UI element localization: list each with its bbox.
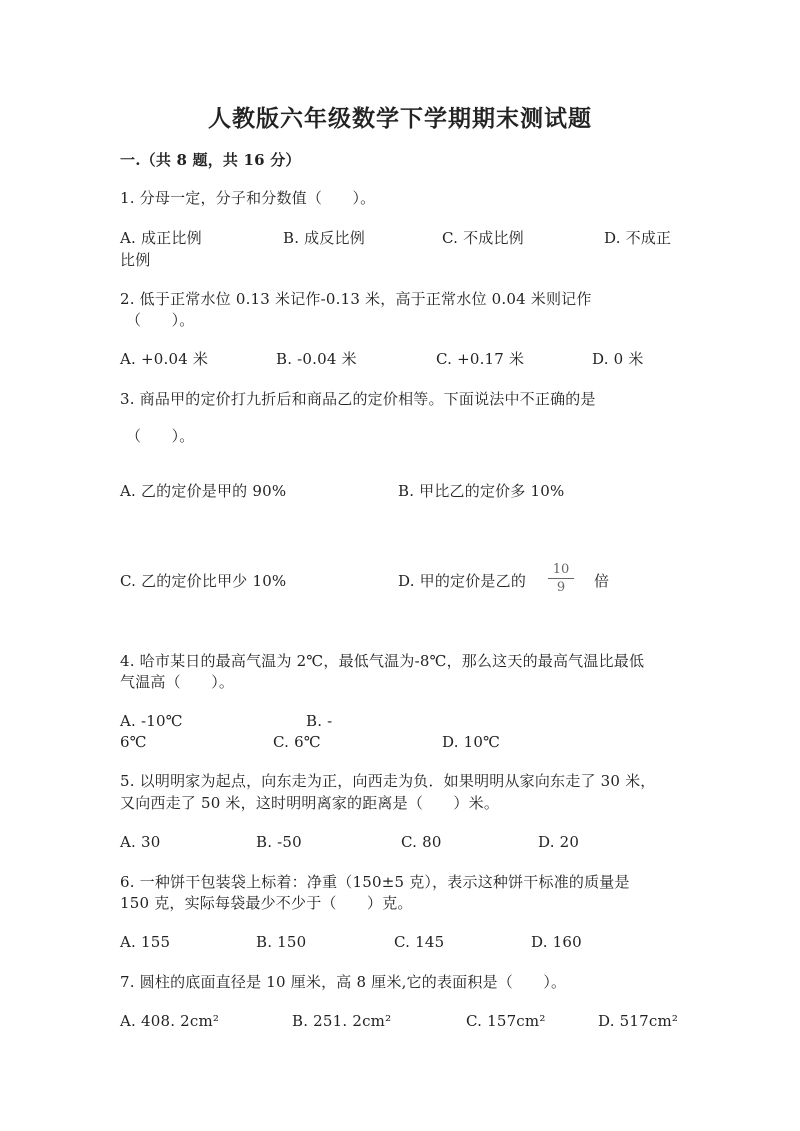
q6-option-d: D. 160 (531, 933, 582, 951)
q2-option-b: B. -0.04 米 (276, 350, 357, 368)
page-title: 人教版六年级数学下学期期末测试题 (208, 105, 592, 132)
q4-option-b: B. - (306, 712, 333, 730)
q3-fraction-numerator: 10 (548, 562, 574, 579)
q1-option-b: B. 成反比例 (283, 229, 365, 247)
q4-option-c: C. 6℃ (273, 733, 321, 751)
q4-option-d: D. 10℃ (442, 733, 501, 751)
q3-option-c: C. 乙的定价比甲少 10% (120, 572, 287, 590)
q3-option-a: A. 乙的定价是甲的 90% (120, 482, 287, 500)
q7-option-d: D. 517cm² (598, 1012, 679, 1030)
q2-option-d: D. 0 米 (592, 350, 644, 368)
q4-stem-line2: 气温高（ ）。 (120, 673, 235, 691)
q7-stem: 7. 圆柱的底面直径是 10 厘米，高 8 厘米,它的表面积是（ ）。 (120, 973, 567, 991)
q4-stem-line1: 4. 哈市某日的最高气温为 2℃，最低气温为-8℃，那么这天的最高气温比最低 (120, 652, 645, 670)
q3-stem-line2: （ ）。 (126, 427, 195, 445)
q6-stem-line2: 150 克，实际每袋最少不少于（ ）克。 (120, 894, 413, 912)
q5-stem-line2: 又向西走了 50 米，这时明明离家的距离是（ ）米。 (120, 794, 500, 812)
q5-option-a: A. 30 (120, 833, 161, 851)
q5-option-c: C. 80 (401, 833, 442, 851)
q1-option-c: C. 不成比例 (442, 229, 524, 247)
q5-stem-line1: 5. 以明明家为起点，向东走为正，向西走为负．如果明明从家向东走了 30 米， (120, 772, 656, 790)
q2-stem-line2: （ ）。 (126, 311, 195, 329)
q6-option-c: C. 145 (394, 933, 445, 951)
q5-option-b: B. -50 (256, 833, 302, 851)
q7-option-a: A. 408. 2cm² (120, 1012, 220, 1030)
q1-option-d: D. 不成正 (604, 229, 672, 247)
q3-option-b: B. 甲比乙的定价多 10% (398, 482, 565, 500)
q6-option-b: B. 150 (256, 933, 307, 951)
section-heading: 一.（共 8 题，共 16 分） (120, 151, 301, 169)
q6-option-a: A. 155 (120, 933, 171, 951)
q4-option-b-cont: 6℃ (120, 733, 147, 751)
q6-stem-line1: 6. 一种饼干包装袋上标着：净重（150±5 克），表示这种饼干标准的质量是 (120, 873, 630, 891)
q4-option-a: A. -10℃ (120, 712, 183, 730)
q3-option-d-suffix: 倍 (594, 572, 610, 590)
q3-fraction (548, 562, 574, 595)
q2-option-c: C. +0.17 米 (436, 350, 525, 368)
q1-stem: 1. 分母一定，分子和分数值（ ）。 (120, 189, 376, 207)
q2-stem-line1: 2. 低于正常水位 0.13 米记作-0.13 米，高于正常水位 0.04 米则记作 (120, 290, 592, 308)
q5-option-d: D. 20 (538, 833, 580, 851)
q7-option-b: B. 251. 2cm² (292, 1012, 392, 1030)
q1-option-d-cont: 比例 (120, 251, 151, 269)
q3-fraction-denominator: 9 (556, 580, 566, 595)
q7-option-c: C. 157cm² (466, 1012, 546, 1030)
q2-option-a: A. +0.04 米 (120, 350, 209, 368)
q3-stem-line1: 3. 商品甲的定价打九折后和商品乙的定价相等。下面说法中不正确的是 (120, 390, 596, 408)
q3-option-d: D. 甲的定价是乙的 (398, 572, 527, 590)
q1-option-a: A. 成正比例 (120, 229, 202, 247)
